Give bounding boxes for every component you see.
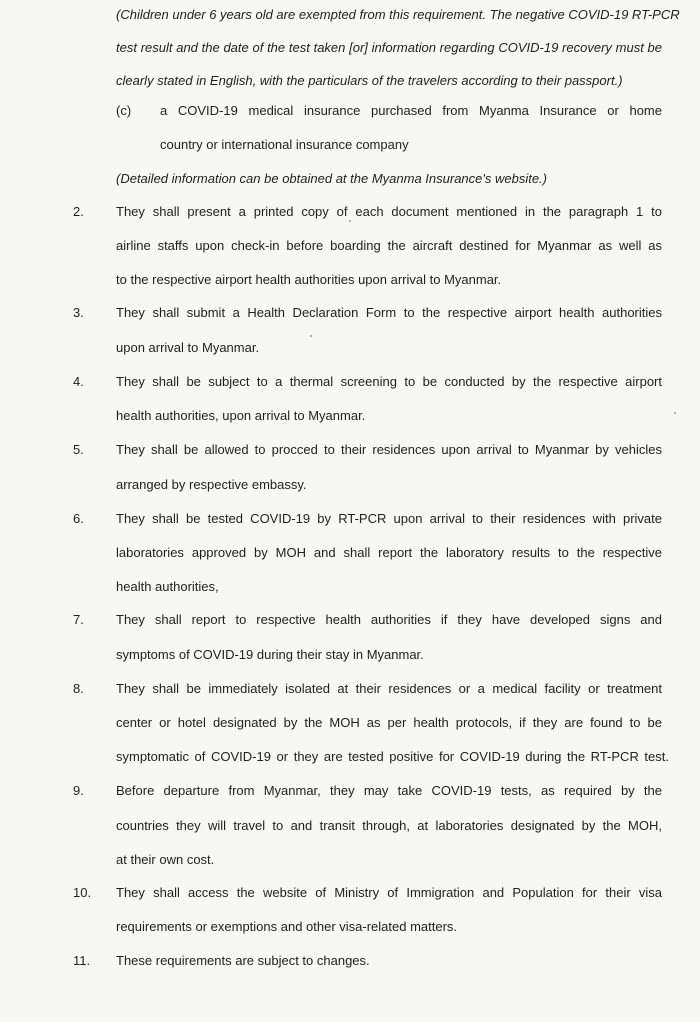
item-4-line-1: They shall be subject to a thermal screening to be conducted by the respective airport (116, 374, 662, 389)
item-3-line-1: They shall submit a Health Declaration Form to the respective airport health authorities (116, 305, 662, 320)
item-number-10: 10. (73, 885, 92, 900)
item-7-line-1: They shall report to respective health authorities if they have developed signs and (116, 612, 662, 627)
item-6-line-3: health authorities, (116, 579, 219, 594)
sub-item-c-marker: (c) (116, 103, 132, 118)
item-3-line-2: upon arrival to Myanmar. (116, 340, 260, 355)
sub-item-c-line-2: country or international insurance company (160, 137, 409, 152)
item-8-line-3: symptomatic of COVID-19 or they are tested positive for COVID-19 during the RT-PCR test. (116, 749, 669, 764)
item-2-line-1: They shall present a printed copy of each document mentioned in the paragraph 1 to (116, 204, 662, 219)
item-number-4: 4. (73, 374, 84, 389)
item-number-7: 7. (73, 612, 84, 627)
sub-item-c-note: (Detailed information can be obtained at the Myanma Insurance's website.) (116, 171, 547, 186)
item-number-3: 3. (73, 305, 84, 320)
item-number-8: 8. (73, 681, 84, 696)
scan-speck (349, 220, 351, 222)
item-8-line-2: center or hotel designated by the MOH as per health protocols, if they are found to be (116, 715, 662, 730)
item-number-2: 2. (73, 204, 84, 219)
item-5-line-1: They shall be allowed to procced to their residences upon arrival to Myanmar by vehicles (116, 442, 662, 457)
item-6-line-1: They shall be tested COVID-19 by RT-PCR upon arrival to their residences with private (116, 511, 662, 526)
item-9-line-1: Before departure from Myanmar, they may take COVID-19 tests, as required by the (116, 783, 662, 798)
item-number-5: 5. (73, 442, 84, 457)
item-6-line-2: laboratories approved by MOH and shall report the laboratory results to the respective (116, 545, 662, 560)
item-9-line-2: countries they will travel to and transit through, at laboratories designated by the MOH, (116, 818, 662, 833)
item-2-line-2: airline staffs upon check-in before boarding the aircraft destined for Myanmar as well as (116, 238, 662, 253)
item-9-line-3: at their own cost. (116, 852, 215, 867)
item-5-line-2: arranged by respective embassy. (116, 477, 307, 492)
item-11-line-1: These requirements are subject to changes. (116, 953, 370, 968)
item-number-11: 11. (73, 953, 91, 968)
sub-item-c-line-1: a COVID-19 medical insurance purchased from Myanma Insurance or home (160, 103, 662, 118)
item-8-line-1: They shall be immediately isolated at their residences or a medical facility or treatment (116, 681, 662, 696)
item-10-line-1: They shall access the website of Ministry of Immigration and Population for their visa (116, 885, 662, 900)
item-10-line-2: requirements or exemptions and other visa-related matters. (116, 919, 458, 934)
item-7-line-2: symptoms of COVID-19 during their stay in Myanmar. (116, 647, 424, 662)
intro-note-line-2: test result and the date of the test taken [or] information regarding COVID-19 recovery must be (116, 40, 662, 55)
scan-speck (674, 412, 676, 414)
intro-note-line-3: clearly stated in English, with the particulars of the travelers according to their passport.) (116, 73, 623, 88)
item-number-6: 6. (73, 511, 84, 526)
item-4-line-2: health authorities, upon arrival to Myanmar. (116, 408, 366, 423)
item-number-9: 9. (73, 783, 84, 798)
scan-speck (310, 335, 312, 337)
intro-note-line-1: (Children under 6 years old are exempted from this requirement. The negative COVID-19 RT-PCR (116, 7, 680, 22)
item-2-line-3: to the respective airport health authorities upon arrival to Myanmar. (116, 272, 502, 287)
